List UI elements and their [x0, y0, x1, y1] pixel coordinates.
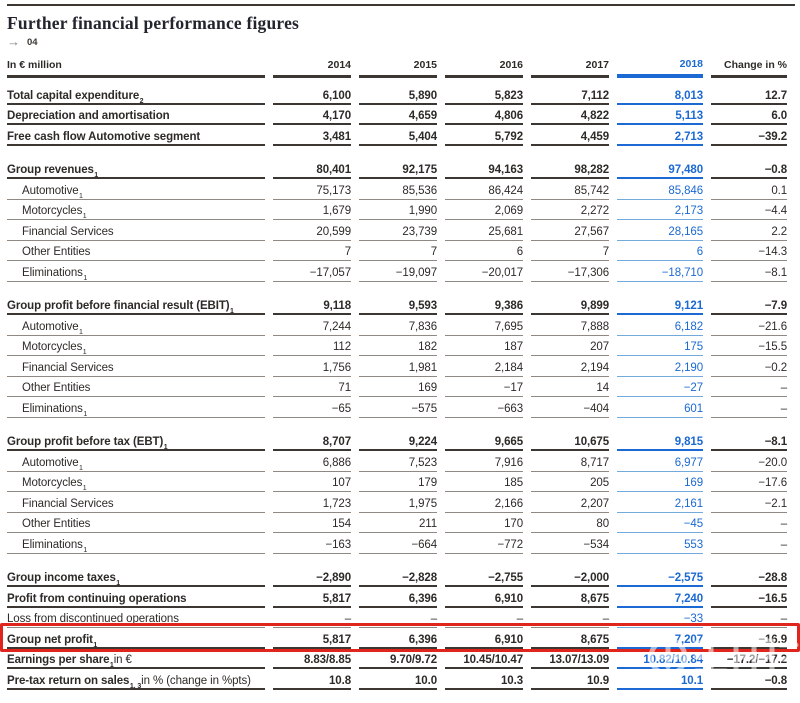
row-label: Loss from discontinued operations: [7, 608, 265, 629]
value-cell: −45: [617, 513, 703, 534]
table-row: [7, 336, 795, 357]
value-cell: 75,173: [273, 179, 351, 200]
row-label: Other Entities: [7, 241, 265, 262]
value-cell: 9,815: [617, 431, 703, 452]
value-cell: –: [273, 608, 351, 629]
value-cell: 2,069: [445, 200, 523, 221]
value-cell: 85,846: [617, 179, 703, 200]
value-cell: −404: [531, 397, 609, 418]
value-cell: 4,170: [273, 105, 351, 126]
value-cell: 6,910: [445, 628, 523, 649]
value-cell: 8,717: [531, 451, 609, 472]
column-header-2014: 2014: [273, 58, 351, 78]
value-cell: 8,013: [617, 84, 703, 105]
value-cell: 9,665: [445, 431, 523, 452]
value-cell: −575: [359, 397, 437, 418]
value-cell: 6: [445, 241, 523, 262]
value-cell: 80,401: [273, 159, 351, 180]
value-cell: 23,739: [359, 220, 437, 241]
value-cell: 8.83/8.85: [273, 649, 351, 670]
value-cell: −33: [617, 608, 703, 629]
row-label: Group net profit 1: [7, 628, 265, 649]
row-label: Earnings per share 1 in €: [7, 649, 265, 670]
value-cell: 6,396: [359, 628, 437, 649]
value-cell: 20,599: [273, 220, 351, 241]
value-cell: 9,386: [445, 295, 523, 316]
column-header-2018: 2018: [617, 58, 703, 78]
value-cell: 4,806: [445, 105, 523, 126]
value-cell: 7: [273, 241, 351, 262]
value-cell: 553: [617, 533, 703, 554]
value-cell: 71: [273, 377, 351, 398]
value-cell: 7,207: [617, 628, 703, 649]
value-cell: −16.5: [711, 587, 787, 608]
value-cell: 10.1: [617, 669, 703, 690]
table-row: [7, 649, 795, 670]
value-cell: 1,981: [359, 356, 437, 377]
value-cell: 7,112: [531, 84, 609, 105]
value-cell: 7,240: [617, 587, 703, 608]
value-cell: –: [711, 397, 787, 418]
arrow-right-icon: →: [7, 34, 20, 49]
top-rule: [7, 4, 795, 6]
table-section: [7, 295, 795, 418]
value-cell: 85,742: [531, 179, 609, 200]
column-header-2016: 2016: [445, 58, 523, 78]
value-cell: 2,166: [445, 492, 523, 513]
value-cell: 4,822: [531, 105, 609, 126]
value-cell: 7,888: [531, 315, 609, 336]
value-cell: 1,679: [273, 200, 351, 221]
value-cell: 4,459: [531, 125, 609, 146]
value-cell: 97,480: [617, 159, 703, 180]
value-cell: 9,121: [617, 295, 703, 316]
value-cell: 170: [445, 513, 523, 534]
table-row: [7, 513, 795, 534]
value-cell: 601: [617, 397, 703, 418]
value-cell: 7,836: [359, 315, 437, 336]
table-row: [7, 159, 795, 180]
value-cell: −16.9: [711, 628, 787, 649]
value-cell: 14: [531, 377, 609, 398]
value-cell: −17,306: [531, 261, 609, 282]
row-label: Group revenues 1: [7, 159, 265, 180]
value-cell: 5,113: [617, 105, 703, 126]
value-cell: 112: [273, 336, 351, 357]
value-cell: 10.8: [273, 669, 351, 690]
value-cell: 5,823: [445, 84, 523, 105]
value-cell: 1,756: [273, 356, 351, 377]
value-cell: −28.8: [711, 567, 787, 588]
value-cell: 13.07/13.09: [531, 649, 609, 670]
value-cell: −2.1: [711, 492, 787, 513]
table-row: [7, 431, 795, 452]
value-cell: 94,163: [445, 159, 523, 180]
value-cell: −20.0: [711, 451, 787, 472]
value-cell: 6,396: [359, 587, 437, 608]
row-label: Profit from continuing operations: [7, 587, 265, 608]
value-cell: −8.1: [711, 261, 787, 282]
value-cell: −4.4: [711, 200, 787, 221]
value-cell: 179: [359, 472, 437, 493]
table-row: [7, 608, 795, 629]
value-cell: 6,100: [273, 84, 351, 105]
value-cell: −17,057: [273, 261, 351, 282]
value-cell: −163: [273, 533, 351, 554]
row-label: Other Entities: [7, 377, 265, 398]
table-row: [7, 241, 795, 262]
value-cell: –: [711, 377, 787, 398]
table-row: [7, 315, 795, 336]
value-cell: −0.2: [711, 356, 787, 377]
value-cell: –: [711, 533, 787, 554]
value-cell: 12.7: [711, 84, 787, 105]
value-cell: −534: [531, 533, 609, 554]
value-cell: 1,975: [359, 492, 437, 513]
value-cell: −39.2: [711, 125, 787, 146]
value-cell: 182: [359, 336, 437, 357]
value-cell: 10.9: [531, 669, 609, 690]
value-cell: 1,990: [359, 200, 437, 221]
row-label: Eliminations 1: [7, 397, 265, 418]
table-row: [7, 200, 795, 221]
value-cell: 7,916: [445, 451, 523, 472]
value-cell: −18,710: [617, 261, 703, 282]
value-cell: 10.82/10.84: [617, 649, 703, 670]
value-cell: 8,675: [531, 587, 609, 608]
value-cell: −2,755: [445, 567, 523, 588]
value-cell: 6: [617, 241, 703, 262]
table-row: [7, 84, 795, 105]
row-label: Financial Services: [7, 492, 265, 513]
value-cell: 10.0: [359, 669, 437, 690]
value-cell: 7,523: [359, 451, 437, 472]
table-body: [7, 84, 795, 690]
value-cell: −17: [445, 377, 523, 398]
value-cell: 7: [531, 241, 609, 262]
table-section: [7, 159, 795, 282]
table-row: [7, 567, 795, 588]
row-label: Financial Services: [7, 220, 265, 241]
value-cell: 80: [531, 513, 609, 534]
table-row: [7, 356, 795, 377]
value-cell: –: [711, 513, 787, 534]
table-row: [7, 397, 795, 418]
value-cell: 2,184: [445, 356, 523, 377]
value-cell: −20,017: [445, 261, 523, 282]
value-cell: 107: [273, 472, 351, 493]
table-row-highlighted: [7, 628, 795, 649]
value-cell: −0.8: [711, 159, 787, 180]
value-cell: –: [445, 608, 523, 629]
value-cell: −2,890: [273, 567, 351, 588]
table-row: [7, 125, 795, 146]
value-cell: 8,675: [531, 628, 609, 649]
value-cell: 28,165: [617, 220, 703, 241]
row-label: Depreciation and amortisation: [7, 105, 265, 126]
value-cell: 6,886: [273, 451, 351, 472]
table-row: [7, 179, 795, 200]
value-cell: 2,207: [531, 492, 609, 513]
report-page: [0, 4, 800, 703]
value-cell: 7,695: [445, 315, 523, 336]
value-cell: 98,282: [531, 159, 609, 180]
value-cell: −7.9: [711, 295, 787, 316]
row-label: Motorcycles 1: [7, 200, 265, 221]
value-cell: 2,161: [617, 492, 703, 513]
value-cell: −65: [273, 397, 351, 418]
value-cell: −17.2/−17.2: [711, 649, 787, 670]
value-cell: 3,481: [273, 125, 351, 146]
unit-label: In € million: [7, 58, 265, 78]
table-row: [7, 533, 795, 554]
value-cell: 175: [617, 336, 703, 357]
value-cell: 187: [445, 336, 523, 357]
row-label: Motorcycles 1: [7, 336, 265, 357]
row-label: Automotive 1: [7, 315, 265, 336]
value-cell: 9,118: [273, 295, 351, 316]
value-cell: 169: [617, 472, 703, 493]
value-cell: 154: [273, 513, 351, 534]
value-cell: 86,424: [445, 179, 523, 200]
value-cell: 2,713: [617, 125, 703, 146]
value-cell: 4,659: [359, 105, 437, 126]
value-cell: 10,675: [531, 431, 609, 452]
value-cell: −772: [445, 533, 523, 554]
table-row: [7, 472, 795, 493]
value-cell: −8.1: [711, 431, 787, 452]
column-header-2015: 2015: [359, 58, 437, 78]
row-label: Other Entities: [7, 513, 265, 534]
value-cell: −17.6: [711, 472, 787, 493]
value-cell: 27,567: [531, 220, 609, 241]
row-label: Group profit before financial result (EBIT) 1: [7, 295, 265, 316]
row-label: Motorcycles 1: [7, 472, 265, 493]
table-row: [7, 669, 795, 690]
table-section: [7, 431, 795, 554]
row-label: Group income taxes 1: [7, 567, 265, 588]
row-label: Pre-tax return on sales 1, 3 in % (change in %pts): [7, 669, 265, 690]
value-cell: 6,182: [617, 315, 703, 336]
row-label: Automotive 1: [7, 179, 265, 200]
page-title: Further financial performance figures: [7, 13, 300, 33]
table-row: [7, 220, 795, 241]
row-label: Eliminations 1: [7, 261, 265, 282]
value-cell: −27: [617, 377, 703, 398]
row-label: Financial Services: [7, 356, 265, 377]
value-cell: –: [711, 608, 787, 629]
value-cell: 92,175: [359, 159, 437, 180]
value-cell: –: [531, 608, 609, 629]
value-cell: 9,224: [359, 431, 437, 452]
value-cell: 5,890: [359, 84, 437, 105]
value-cell: 6,977: [617, 451, 703, 472]
value-cell: 6.0: [711, 105, 787, 126]
value-cell: 2,173: [617, 200, 703, 221]
value-cell: 5,404: [359, 125, 437, 146]
value-cell: 10.3: [445, 669, 523, 690]
row-label: Group profit before tax (EBT) 1: [7, 431, 265, 452]
column-header-2017: 2017: [531, 58, 609, 78]
table-row: [7, 295, 795, 316]
value-cell: −2,000: [531, 567, 609, 588]
table-reference: [7, 35, 795, 49]
value-cell: −664: [359, 533, 437, 554]
row-label: Eliminations 1: [7, 533, 265, 554]
value-cell: 2,272: [531, 200, 609, 221]
value-cell: −21.6: [711, 315, 787, 336]
table-number: 04: [27, 36, 38, 48]
value-cell: 10.45/10.47: [445, 649, 523, 670]
table-row: [7, 105, 795, 126]
value-cell: 5,817: [273, 628, 351, 649]
row-label: Automotive 1: [7, 451, 265, 472]
value-cell: 6,910: [445, 587, 523, 608]
table-header-row: [7, 58, 795, 78]
value-cell: 1,723: [273, 492, 351, 513]
value-cell: 2,194: [531, 356, 609, 377]
value-cell: 2.2: [711, 220, 787, 241]
value-cell: –: [359, 608, 437, 629]
table-row: [7, 587, 795, 608]
value-cell: 0.1: [711, 179, 787, 200]
value-cell: 9,899: [531, 295, 609, 316]
row-label: Free cash flow Automotive segment: [7, 125, 265, 146]
value-cell: 7,244: [273, 315, 351, 336]
table-section: [7, 84, 795, 146]
value-cell: 2,190: [617, 356, 703, 377]
value-cell: −0.8: [711, 669, 787, 690]
table-row: [7, 377, 795, 398]
value-cell: 5,792: [445, 125, 523, 146]
value-cell: 85,536: [359, 179, 437, 200]
value-cell: 8,707: [273, 431, 351, 452]
value-cell: 9.70/9.72: [359, 649, 437, 670]
value-cell: 205: [531, 472, 609, 493]
value-cell: 211: [359, 513, 437, 534]
value-cell: 9,593: [359, 295, 437, 316]
table-row: [7, 451, 795, 472]
value-cell: −663: [445, 397, 523, 418]
value-cell: −2,575: [617, 567, 703, 588]
value-cell: 5,817: [273, 587, 351, 608]
table-row: [7, 492, 795, 513]
row-label: Total capital expenditure 2: [7, 84, 265, 105]
value-cell: −2,828: [359, 567, 437, 588]
column-header-change-in-: Change in %: [711, 58, 787, 78]
value-cell: 7: [359, 241, 437, 262]
value-cell: 169: [359, 377, 437, 398]
value-cell: −19,097: [359, 261, 437, 282]
table-row: [7, 261, 795, 282]
value-cell: 185: [445, 472, 523, 493]
value-cell: −14.3: [711, 241, 787, 262]
value-cell: −15.5: [711, 336, 787, 357]
value-cell: 25,681: [445, 220, 523, 241]
value-cell: 207: [531, 336, 609, 357]
table-section: [7, 567, 795, 690]
